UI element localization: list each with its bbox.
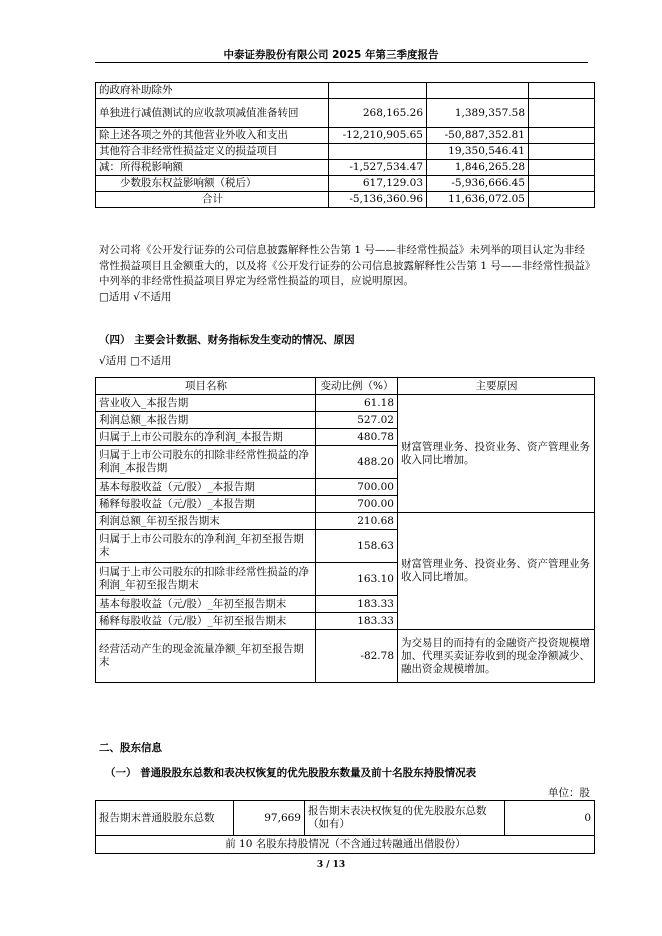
change-ratio: 480.78 [316,429,398,446]
common-holders-value: 97,669 [234,801,305,836]
table-row [96,83,595,99]
shareholder-table [95,800,595,854]
item-name: 归属于上市公司股东的净利润_本报告期 [96,429,316,446]
item-name: 稀释每股收益（元/股）_年初至报告期末 [96,613,316,630]
common-holders-label: 报告期末普通股股东总数 [96,801,234,836]
header-item-name: 项目名称 [96,378,316,395]
change-ratio-table [95,377,595,683]
change-ratio: 700.00 [316,479,398,496]
item-name: 基本每股收益（元/股）_年初至报告期末 [96,596,316,613]
row-label: 合计 [96,192,329,208]
change-ratio: 163.10 [316,563,398,596]
table-row [96,630,595,683]
item-name: 稀释每股收益（元/股）_本报告期 [96,496,316,513]
page-number: 3 / 13 [316,860,346,870]
row-label: 除上述各项之外的其他营业外收入和支出 [96,128,329,144]
page-header: 中泰证券股份有限公司 2025 年第三季度报告 [223,49,439,61]
change-ratio: 183.33 [316,596,398,613]
table-row [96,128,595,144]
item-name: 基本每股收益（元/股）_本报告期 [96,479,316,496]
section4-checkbox: √适用 □不适用 [99,355,172,367]
value-year-to-date: 11,636,072.05 [427,192,529,208]
value-note [529,83,595,99]
header-rule [95,62,588,63]
change-ratio: -82.78 [316,630,398,683]
note-checkbox: □适用 √不适用 [99,290,172,303]
table-row [96,99,595,128]
preferred-holders-value: 0 [505,801,595,836]
value-year-to-date: 19,350,546.41 [427,144,529,160]
value-current-period [329,144,427,160]
value-year-to-date: 1,389,357.58 [427,99,529,128]
header-change-ratio: 变动比例（%） [316,378,398,395]
row-label: 减：所得税影响额 [96,160,329,176]
main-reason: 财富管理业务、投资业务、资产管理业务收入同比增加。 [398,395,595,513]
note-text: 对公司将《公开发行证券的公司信息披露解释性公告第 1 号——非经常性损益》未列举的项目认定为非经常性损益项目且金额重大的，以及将《公开发行证券的公司信息披露解释性公告第 1 号——非经常性损益》中列举的非经常性损益项目界定为经常性损益的项目，应说明原因。 [99,244,591,287]
note-paragraph [99,243,593,305]
value-year-to-date: -5,936,666.45 [427,176,529,192]
row-label: 单独进行减值测试的应收款项减值准备转回 [96,99,329,128]
value-current-period: 268,165.26 [329,99,427,128]
value-note [529,128,595,144]
change-ratio: 61.18 [316,395,398,412]
item-name: 归属于上市公司股东的净利润_年初至报告期末 [96,530,316,563]
change-ratio: 183.33 [316,613,398,630]
value-current-period [329,83,427,99]
top10-caption: 前 10 名股东持股情况（不含通过转融通出借股份） [96,836,595,854]
row-label: 的政府补助除外 [96,83,329,99]
value-current-period: -5,136,360.96 [329,192,427,208]
table-row [96,176,595,192]
item-name: 利润总额_年初至报告期末 [96,513,316,530]
header-main-reason: 主要原因 [398,378,595,395]
row-label: 少数股东权益影响额（税后） [96,176,329,192]
main-reason: 为交易目的而持有的金融资产投资规模增加、代理买卖证券收到的现金净额减少、融出资金规模增加。 [398,630,595,683]
value-current-period: -1,527,534.47 [329,160,427,176]
change-ratio: 158.63 [316,530,398,563]
item-name: 利润总额_本报告期 [96,412,316,429]
unit-label: 单位：股 [548,787,590,799]
value-note [529,160,595,176]
value-note [529,192,595,208]
value-year-to-date: 1,846,265.28 [427,160,529,176]
value-note [529,144,595,160]
row-label: 其他符合非经常性损益定义的损益项目 [96,144,329,160]
section2-title: 二、股东信息 [99,742,162,754]
table-row [96,160,595,176]
section2-subtitle: （一） 普通股股东总数和表决权恢复的优先股股东数量及前十名股东持股情况表 [105,767,477,779]
table-row [96,395,595,412]
item-name: 经营活动产生的现金流量净额_年初至报告期末 [96,630,316,683]
value-year-to-date [427,83,529,99]
section4-title: （四） 主要会计数据、财务指标发生变动的情况、原因 [99,334,355,346]
change-ratio: 488.20 [316,446,398,479]
change-ratio: 210.68 [316,513,398,530]
value-note [529,99,595,128]
value-current-period: 617,129.03 [329,176,427,192]
item-name: 归属于上市公司股东的扣除非经常性损益的净利润_年初至报告期末 [96,563,316,596]
table-row [96,192,595,208]
item-name: 归属于上市公司股东的扣除非经常性损益的净利润_本报告期 [96,446,316,479]
change-ratio: 700.00 [316,496,398,513]
change-ratio: 527.02 [316,412,398,429]
preferred-holders-label: 报告期末表决权恢复的优先股股东总数（如有） [305,801,505,836]
non-recurring-items-table [95,82,595,208]
table-row [96,513,595,530]
main-reason: 财富管理业务、投资业务、资产管理业务收入同比增加。 [398,513,595,630]
value-current-period: -12,210,905.65 [329,128,427,144]
item-name: 营业收入_本报告期 [96,395,316,412]
value-year-to-date: -50,887,352.81 [427,128,529,144]
value-note [529,176,595,192]
table-row [96,144,595,160]
